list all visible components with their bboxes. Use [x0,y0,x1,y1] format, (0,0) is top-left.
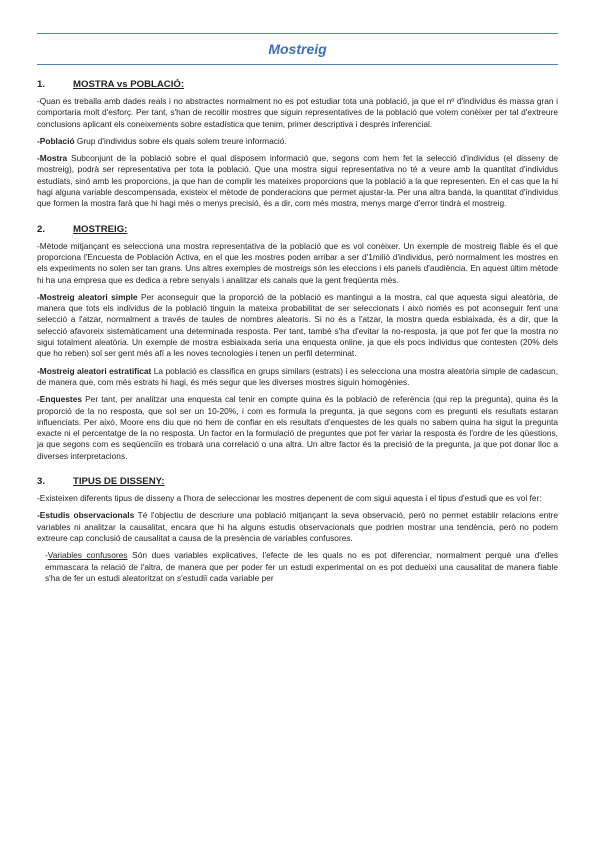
term-label: -Estudis observacionals [37,510,135,521]
paragraph [37,292,558,360]
paragraph [37,366,558,389]
section-title: MOSTREIG: [73,223,128,235]
paragraph-text: La població es classifica en grups similars (estrats) i es selecciona una mostra aleatòria simple de cadascun, de manera que, com més estrats hi hagi, és més segur que les diverses mostres siguin homogènies. [37,365,559,387]
term-label: -Mostreig aleatori simple [37,291,138,302]
paragraph [37,394,558,462]
document-page [37,33,558,590]
paragraph-text: -Existeixen diferents tipus de disseny a l'hora de seleccionar les mostres depenent de com sigui aquesta i el tipus d'estudi que es vol fer: [37,493,542,504]
paragraph [37,550,558,584]
paragraph [37,493,558,504]
section-number: 1. [37,79,46,90]
paragraph-text: Té l'objectiu de descriure una població mitjançant la seva observació, però no permet establir relacions entre variables ni analitzar la causalitat, encara que hi ha alguns estudis observacionals que podrien mostrar una tendència, però no podem extreure cap conclusió de causalitat a causa de la presència de variables confusores. [37,510,558,543]
paragraph-text: Per tant, per analitzar una enquesta cal tenir en compte quina és la població de referència (qui rep la pregunta), quina és la proporció de la no resposta, que sol ser un 10-20%, i com es formula la pregunta, ja que segons com es pregunti els resultats estaran influenciats. Per això, Moore ens diu que no hem de confiar en els resultats d'enquestes de les quals no sabem quina ha sigut la pregunta exacte ni el percentatge de la no resposta. Un factor en la formulació de preguntes que pot fer variar la resposta és l'ordre de les qüestions, ja que segons com es seqüenciïn es trobarà una correlació o una altra. Un altre factor és la precisió de la pregunta, ja que pot donar lloc a diverses interpretacions. [37,394,558,461]
paragraph-text: Grup d'individus sobre els quals solem treure informació. [74,135,287,146]
term-label: -Mostra [37,153,68,164]
paragraph-text: Per aconseguir que la proporció de la població es mantingui a la mostra, cal que aquesta sigui aleatòria, de manera que tots els individus de la població tinguin la mateixa probabilitat de ser seleccionats i això només es pot aconseguir fent una selecció a l'atzar, normalment a través de taules de nombres aleatoris. Si no és a l'atzar, la mostra queda esbiaixada, és a dir, que la selecció afavoreix sistemàticament una determinada resposta. Per tant, també s'ha d'evitar la no-resposta, ja que pot fer que la mostra no sigui totalment aleatòria. Un exemple de mostra esbiaixada seria una enquesta online, ja que els pocs individus que contesten (20% dels que ho reben) sol ser gent més afí a les noves tecnologies i tenen un perfil determinat. [37,291,558,359]
paragraph-text: Subconjunt de la població sobre el qual disposem informació que, segons com hem fet la selecció d'individus (el disseny de mostreig), podrà ser representativa per tota la població. Que una mostra sigui representativa no té a veure amb la quantitat d'individus estudiats, sinó amb les proporcions, ja que han de complir les mateixes proporcions que la població a la que representen. En el cas que la hi hagi alguna variable descompensada, existeix el mètode de ponderacions que permet ajustar-la. Per una altra banda, la quantitat d'individus que formen la mostra farà que hi hagi més o menys precisió, és a dir, com més mostra, menys marge d'error tindrà el mostreig. [37,153,558,209]
paragraph [37,96,558,130]
paragraph [37,153,558,209]
paragraph-text: Són dues variables explicatives, l'efecte de les quals no es pot diferenciar, normalment perquè una d'elles emmascara la relació de l'altra, de manera que per poder fer un estudi experimental on es pot dedueixi una causalitat de manera fiable s'ha de fer un estudi aleatoritzat on s'estudiï cada variable per [45,550,558,583]
section-number: 3. [37,476,46,488]
section-heading [37,224,558,235]
section-title: MOSTRA vs POBLACIÓ: [73,79,185,90]
term-label: Variables confusores [47,550,128,561]
title-rule [37,64,558,65]
paragraph [37,241,558,286]
section-heading [37,476,558,487]
section-heading [37,79,558,90]
paragraph-text: -Mètode mitjançant es selecciona una mostra representativa de la població que es vol conèixer. Un exemple de mostreig fiable és el que proporciona l'Encuesta de Población Activa, en el que les mostres poden arribar a ser d'1milió d'individus, però normalment les mostres en els experiments no solen ser tan grans. Uns altres exemples de mostreigs són les eleccions i els panels d'audiència. En aquest últim mètode hi ha una empresa que es dedica a rebre senyals i analitzar els canals que la gent freqüenta més. [37,240,558,285]
paragraph [37,136,558,147]
top-rule [37,33,558,34]
term-label: -Enquestes [37,394,82,405]
term-label: -Població [37,135,75,146]
paragraph [37,510,558,544]
bullet-prefix: - [45,550,48,561]
page-title: Mostreig [268,41,327,57]
section-number: 2. [37,223,46,235]
term-label: -Mostreig aleatori estratificat [37,365,152,376]
paragraph-text: -Quan es treballa amb dades reals i no abstractes normalment no es pot estudiar tota una població, ja que el nº d'individus és massa gran i comportaria molt d'esforç. Per tant, s'han de recollir mostres que siguin representatives de la població que volem conèixer per tal d'extreure conclusions aplicant els coneixements sobre estadística que tenim, primer descriptiva i després inferencial. [37,96,558,129]
section-title: TIPUS DE DISSENY: [73,476,165,488]
